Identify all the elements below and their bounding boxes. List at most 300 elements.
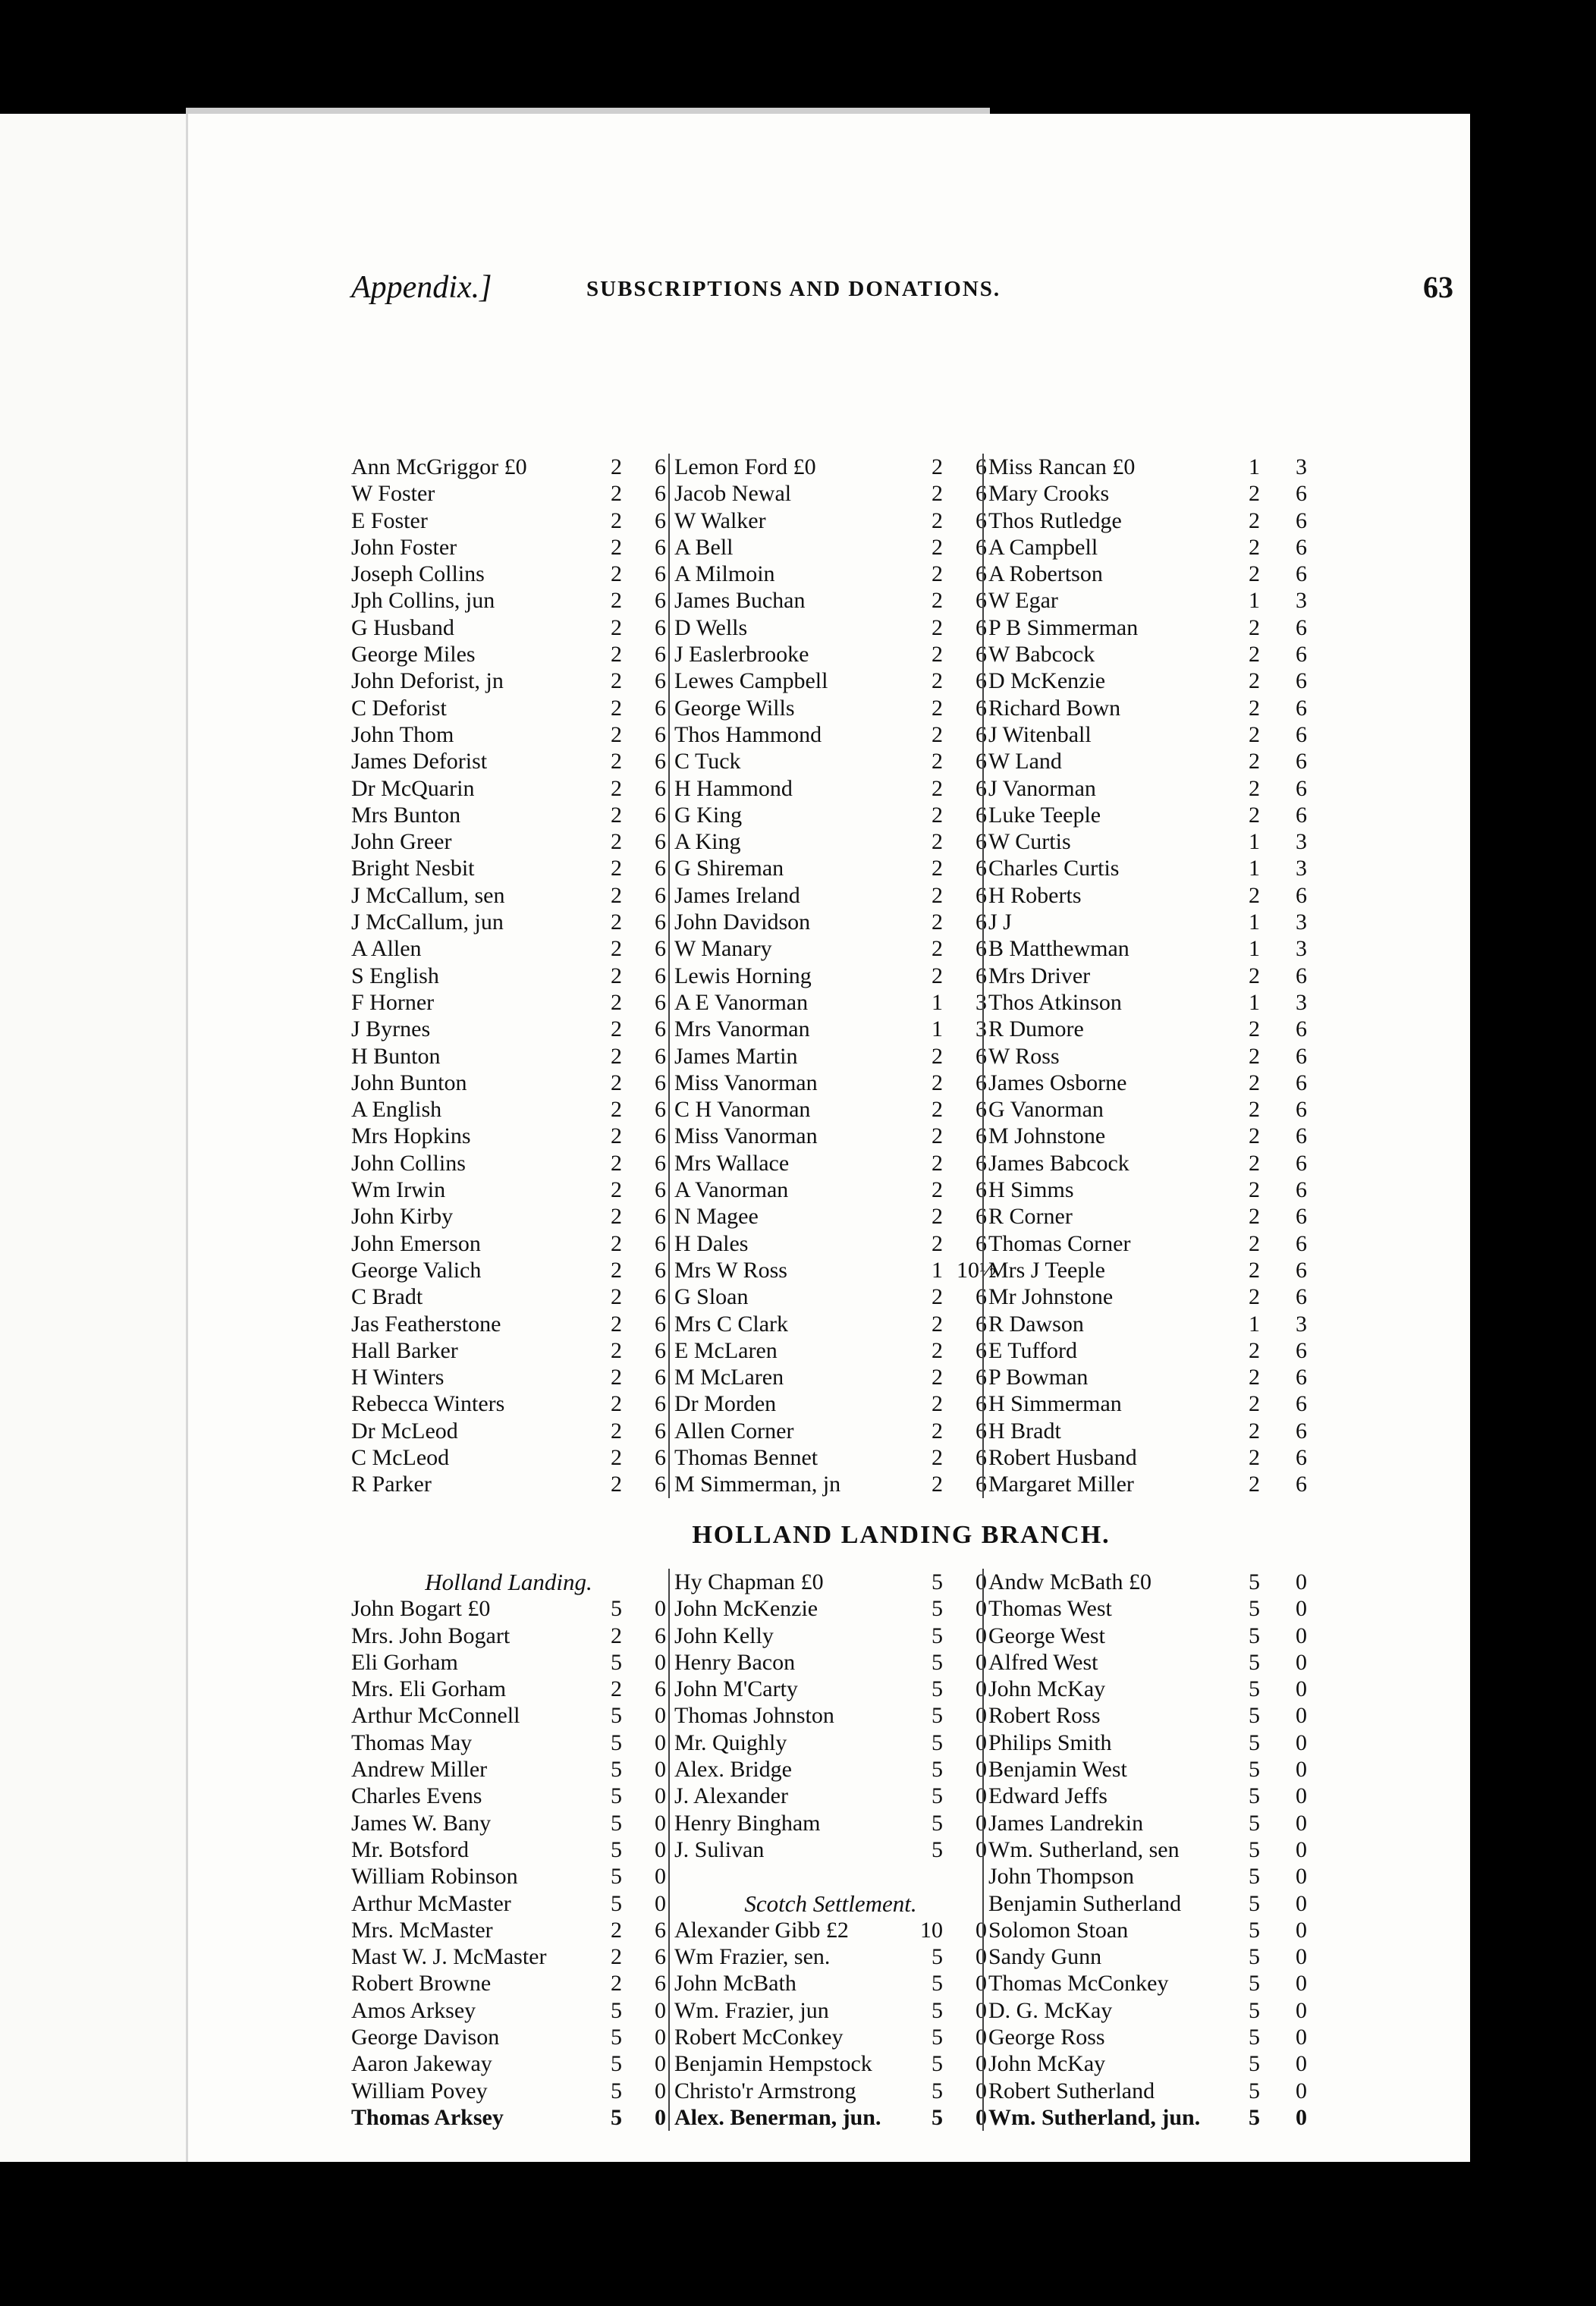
amount-shillings: 2 xyxy=(1249,1230,1260,1256)
amount-shillings: 2 xyxy=(1249,1016,1260,1042)
subscriber-name: James Deforist xyxy=(351,749,488,774)
amount-pence: 0 xyxy=(976,2078,987,2103)
amount-shillings: 2 xyxy=(932,1311,943,1337)
list-item xyxy=(674,1096,987,1123)
amount-shillings: 2 xyxy=(1249,1284,1260,1310)
subscriber-name: J Witenball xyxy=(988,721,1092,747)
amount-shillings: 5 xyxy=(1249,1864,1260,1890)
subscriber-name: E Tufford xyxy=(988,1337,1077,1363)
amount-shillings: 2 xyxy=(1249,1472,1260,1497)
amount-pence: 6 xyxy=(655,695,666,721)
list-item xyxy=(674,1418,987,1444)
amount-shillings: 5 xyxy=(932,1971,943,1997)
subscriber-name: John Deforist, jn xyxy=(351,668,504,694)
amount-pence: 6 xyxy=(976,1337,987,1363)
amount-pence: 6 xyxy=(655,1097,666,1123)
list-item xyxy=(988,1702,1307,1729)
amount-shillings: 2 xyxy=(611,668,622,694)
amount-shillings: 2 xyxy=(611,1311,622,1337)
amount-shillings: 2 xyxy=(932,642,943,668)
subscriber-name: J Byrnes xyxy=(351,1016,431,1042)
amount-pence: 0 xyxy=(655,1783,666,1809)
amount-pence: 6 xyxy=(976,1070,987,1095)
amount-pence: 0 xyxy=(976,1944,987,1970)
subscriber-name: N Magee xyxy=(674,1204,759,1230)
subscriber-name: H Bradt xyxy=(988,1418,1061,1444)
amount-shillings: 2 xyxy=(932,561,943,587)
amount-shillings: 5 xyxy=(611,1997,622,2023)
amount-pence: 6 xyxy=(655,936,666,962)
subscriber-name: Jas Featherstone xyxy=(351,1311,501,1337)
amount-pence: 6 xyxy=(1296,642,1307,668)
amount-pence: 6 xyxy=(1296,802,1307,828)
list-item xyxy=(674,1623,987,1649)
list-item xyxy=(674,2050,987,2077)
amount-shillings: 2 xyxy=(611,1097,622,1123)
list-item xyxy=(674,1177,987,1203)
subscriber-name: J McCallum, sen xyxy=(351,882,505,908)
list-item xyxy=(351,1943,666,1970)
amount-pence: 6 xyxy=(655,1472,666,1497)
amount-shillings: 2 xyxy=(932,1230,943,1256)
amount-shillings: 5 xyxy=(932,1569,943,1594)
amount-pence: 6 xyxy=(655,963,666,988)
subscriber-name: Arthur McMaster xyxy=(351,1890,511,1916)
amount-shillings: 5 xyxy=(932,2051,943,2077)
amount-pence: 0 xyxy=(976,2104,987,2130)
list-item xyxy=(988,1756,1307,1783)
subscriber-name: J. Alexander xyxy=(674,1783,788,1809)
subscriber-name: Robert Sutherland xyxy=(988,2078,1155,2103)
amount-pence: 6 xyxy=(655,721,666,747)
list-item xyxy=(988,695,1307,721)
subscriber-name: Philips Smith xyxy=(988,1730,1112,1755)
amount-shillings: 5 xyxy=(1249,1997,1260,2023)
amount-shillings: 2 xyxy=(1249,507,1260,533)
subscriber-name: James Martin xyxy=(674,1043,798,1069)
amount-pence: 6 xyxy=(1296,1337,1307,1363)
subscriber-name: Alexander Gibb £2 xyxy=(674,1917,849,1943)
amount-shillings: 2 xyxy=(932,1204,943,1230)
subscriber-name: Benjamin Sutherland xyxy=(988,1890,1182,1916)
subscriber-name: W Babcock xyxy=(988,642,1095,668)
subscriber-name: Hall Barker xyxy=(351,1337,458,1363)
amount-shillings: 2 xyxy=(611,1337,622,1363)
list-item xyxy=(674,641,987,668)
subscriber-name: John Kirby xyxy=(351,1204,454,1230)
amount-pence: 10½ xyxy=(957,1257,997,1283)
amount-pence: 6 xyxy=(1296,695,1307,721)
list-item xyxy=(988,963,1307,989)
list-item xyxy=(988,1337,1307,1364)
amount-pence: 6 xyxy=(1296,1177,1307,1203)
amount-pence: 6 xyxy=(976,481,987,507)
amount-pence: 3 xyxy=(976,1016,987,1042)
amount-shillings: 2 xyxy=(611,1391,622,1417)
subscriber-name: P Bowman xyxy=(988,1365,1089,1390)
amount-shillings: 1 xyxy=(1249,856,1260,881)
amount-pence: 6 xyxy=(655,668,666,694)
subscriber-name: H Dales xyxy=(674,1230,749,1256)
list-item xyxy=(674,561,987,587)
subscriber-name: H Hammond xyxy=(674,775,793,801)
list-item xyxy=(674,828,987,855)
list-item xyxy=(674,507,987,534)
list-item xyxy=(351,963,666,989)
list-item xyxy=(674,855,987,881)
column-1 xyxy=(351,454,666,1498)
amount-pence: 6 xyxy=(655,1365,666,1390)
subscriber-name: Hy Chapman £0 xyxy=(674,1569,824,1594)
list-item xyxy=(988,721,1307,748)
amount-shillings: 2 xyxy=(932,721,943,747)
subscriber-name: Thos Hammond xyxy=(674,721,822,747)
subscriber-name: Mrs. John Bogart xyxy=(351,1623,511,1648)
subscriber-name: H Roberts xyxy=(988,882,1082,908)
amount-pence: 6 xyxy=(655,1311,666,1337)
amount-pence: 6 xyxy=(655,1070,666,1095)
list-item xyxy=(674,1043,987,1070)
list-item xyxy=(674,748,987,774)
amount-pence: 6 xyxy=(655,829,666,855)
subscriber-name: B Matthewman xyxy=(988,936,1129,962)
subscriber-name: M Johnstone xyxy=(988,1123,1106,1149)
subscriber-name: W Manary xyxy=(674,936,772,962)
list-item xyxy=(674,1283,987,1310)
spacer xyxy=(674,1863,987,1890)
amount-pence: 0 xyxy=(1296,2104,1307,2130)
amount-pence: 6 xyxy=(976,1391,987,1417)
subscriber-name: S English xyxy=(351,963,439,988)
amount-pence: 3 xyxy=(1296,1311,1307,1337)
subscriber-name: Richard Bown xyxy=(988,695,1121,721)
list-item xyxy=(351,507,666,534)
subscriber-name: Luke Teeple xyxy=(988,802,1101,828)
subscriber-name: Miss Rancan £0 xyxy=(988,454,1136,479)
subscriber-name: Edward Jeffs xyxy=(988,1783,1107,1809)
subscriber-name: Alex. Benerman, jun. xyxy=(674,2104,881,2130)
list-item xyxy=(988,614,1307,641)
amount-pence: 6 xyxy=(1296,1123,1307,1149)
amount-shillings: 2 xyxy=(1249,1177,1260,1203)
amount-shillings: 5 xyxy=(611,1810,622,1836)
subscriber-name: Mr. Quighly xyxy=(674,1730,787,1755)
amount-shillings: 2 xyxy=(611,1204,622,1230)
list-item xyxy=(674,454,987,480)
amount-pence: 6 xyxy=(1296,1150,1307,1176)
amount-pence: 3 xyxy=(1296,936,1307,962)
list-item xyxy=(351,1997,666,2024)
amount-pence: 3 xyxy=(1296,454,1307,479)
subscriber-name: A King xyxy=(674,829,741,855)
amount-shillings: 2 xyxy=(611,910,622,935)
list-item xyxy=(988,1311,1307,1337)
subscriber-name: J. Sulivan xyxy=(674,1836,765,1862)
amount-pence: 0 xyxy=(1296,1596,1307,1622)
subscriber-name: C McLeod xyxy=(351,1444,450,1470)
list-item xyxy=(351,1016,666,1042)
amount-pence: 6 xyxy=(655,802,666,828)
amount-pence: 6 xyxy=(976,1284,987,1310)
amount-shillings: 2 xyxy=(611,989,622,1015)
list-item xyxy=(674,1943,987,1970)
subscriber-name: John Thompson xyxy=(988,1864,1134,1890)
amount-pence: 6 xyxy=(976,1311,987,1337)
list-item xyxy=(988,1043,1307,1070)
amount-pence: 0 xyxy=(976,2025,987,2050)
amount-pence: 6 xyxy=(1296,1391,1307,1417)
amount-pence: 6 xyxy=(1296,1204,1307,1230)
amount-shillings: 5 xyxy=(1249,1783,1260,1809)
amount-pence: 6 xyxy=(655,1944,666,1970)
amount-shillings: 5 xyxy=(1249,1836,1260,1862)
amount-pence: 6 xyxy=(976,1472,987,1497)
amount-shillings: 2 xyxy=(611,642,622,668)
column-1 xyxy=(351,1569,666,2131)
subscriber-name: Rebecca Winters xyxy=(351,1391,505,1417)
amount-pence: 6 xyxy=(655,910,666,935)
list-item xyxy=(988,1783,1307,1809)
subscriber-name: Henry Bacon xyxy=(674,1649,796,1675)
list-item xyxy=(674,2078,987,2104)
list-item xyxy=(674,1756,987,1783)
amount-shillings: 5 xyxy=(1249,1757,1260,1783)
list-item xyxy=(988,1730,1307,1756)
amount-shillings: 2 xyxy=(1249,1204,1260,1230)
amount-shillings: 2 xyxy=(1249,721,1260,747)
list-item xyxy=(351,587,666,614)
list-item xyxy=(674,2104,987,2131)
subscriber-name: A Bell xyxy=(674,534,734,560)
list-item xyxy=(351,1203,666,1230)
list-item xyxy=(351,1418,666,1444)
amount-pence: 6 xyxy=(1296,481,1307,507)
list-item xyxy=(351,1311,666,1337)
list-item xyxy=(674,1471,987,1497)
amount-shillings: 2 xyxy=(1249,1444,1260,1470)
amount-shillings: 5 xyxy=(1249,2025,1260,2050)
amount-shillings: 2 xyxy=(611,1365,622,1390)
list-item xyxy=(674,1730,987,1756)
subheading-scotch-settlement: Scotch Settlement. xyxy=(744,1890,917,1917)
subscriber-name: C Deforist xyxy=(351,695,447,721)
amount-shillings: 2 xyxy=(932,614,943,640)
amount-pence: 6 xyxy=(655,856,666,881)
subscriber-name: Ann McGriggor £0 xyxy=(351,454,527,479)
list-item xyxy=(988,641,1307,668)
amount-shillings: 2 xyxy=(1249,1391,1260,1417)
list-item xyxy=(351,1150,666,1177)
page-title: SUBSCRIPTIONS AND DONATIONS. xyxy=(586,277,1001,301)
amount-shillings: 5 xyxy=(1249,1649,1260,1675)
amount-shillings: 2 xyxy=(932,588,943,614)
amount-pence: 6 xyxy=(655,1418,666,1444)
amount-pence: 0 xyxy=(976,1971,987,1997)
subscriber-name: Bright Nesbit xyxy=(351,856,475,881)
list-item xyxy=(674,1123,987,1149)
amount-pence: 0 xyxy=(976,1757,987,1783)
subscriber-name: C H Vanorman xyxy=(674,1097,811,1123)
amount-pence: 6 xyxy=(655,1623,666,1648)
column-3 xyxy=(982,454,1307,1498)
list-item xyxy=(351,775,666,802)
subscriber-name: George Ross xyxy=(988,2025,1105,2050)
amount-pence: 6 xyxy=(976,695,987,721)
amount-shillings: 10 xyxy=(920,1917,943,1943)
amount-shillings: 5 xyxy=(1249,1569,1260,1594)
amount-shillings: 1 xyxy=(1249,588,1260,614)
amount-shillings: 5 xyxy=(1249,1944,1260,1970)
amount-shillings: 2 xyxy=(932,507,943,533)
list-item xyxy=(988,1970,1307,1997)
list-item xyxy=(351,1230,666,1257)
amount-shillings: 2 xyxy=(611,561,622,587)
amount-pence: 6 xyxy=(655,588,666,614)
subscriber-name: E McLaren xyxy=(674,1337,778,1363)
amount-shillings: 2 xyxy=(1249,561,1260,587)
amount-shillings: 5 xyxy=(932,1944,943,1970)
amount-pence: 0 xyxy=(1296,1676,1307,1702)
amount-shillings: 5 xyxy=(1249,1623,1260,1648)
subscriber-name: D Wells xyxy=(674,614,748,640)
amount-shillings: 2 xyxy=(1249,775,1260,801)
subscriber-name: Thomas West xyxy=(988,1596,1112,1622)
amount-pence: 6 xyxy=(976,936,987,962)
amount-pence: 0 xyxy=(976,1836,987,1862)
section-label: Appendix.] xyxy=(351,270,492,305)
amount-pence: 0 xyxy=(1296,1649,1307,1675)
subscriber-name: G Vanorman xyxy=(988,1097,1104,1123)
list-item xyxy=(674,963,987,989)
amount-pence: 6 xyxy=(655,1444,666,1470)
amount-shillings: 2 xyxy=(611,481,622,507)
amount-pence: 0 xyxy=(1296,1703,1307,1729)
amount-shillings: 5 xyxy=(1249,1596,1260,1622)
subscriber-name: Wm. Sutherland, sen xyxy=(988,1836,1180,1862)
list-item xyxy=(351,1337,666,1364)
subscriber-name: J Vanorman xyxy=(988,775,1096,801)
amount-shillings: 2 xyxy=(611,1257,622,1283)
subscriber-name: John Emerson xyxy=(351,1230,481,1256)
amount-shillings: 2 xyxy=(932,775,943,801)
list-item xyxy=(988,507,1307,534)
subscriber-name: Andrew Miller xyxy=(351,1757,488,1783)
amount-shillings: 2 xyxy=(1249,1418,1260,1444)
list-item xyxy=(988,1836,1307,1863)
amount-pence: 6 xyxy=(976,775,987,801)
amount-shillings: 2 xyxy=(611,695,622,721)
list-item xyxy=(988,1890,1307,1917)
list-item xyxy=(988,1917,1307,1943)
subscriber-name: James Babcock xyxy=(988,1150,1129,1176)
subscriber-name: G King xyxy=(674,802,743,828)
list-item xyxy=(988,1863,1307,1890)
list-item xyxy=(988,1123,1307,1149)
amount-shillings: 2 xyxy=(932,802,943,828)
column-2 xyxy=(668,454,997,1498)
amount-pence: 0 xyxy=(655,1810,666,1836)
amount-pence: 6 xyxy=(1296,721,1307,747)
subscriber-name: James Ireland xyxy=(674,882,800,908)
amount-shillings: 1 xyxy=(932,1016,943,1042)
subscriber-name: D. G. McKay xyxy=(988,1997,1113,2023)
list-item xyxy=(351,668,666,694)
document-page xyxy=(186,114,1470,2162)
amount-pence: 6 xyxy=(655,614,666,640)
amount-shillings: 5 xyxy=(932,1757,943,1783)
list-item xyxy=(351,828,666,855)
subscriber-name: Joseph Collins xyxy=(351,561,485,587)
amount-pence: 6 xyxy=(976,829,987,855)
list-item xyxy=(351,561,666,587)
subscriber-name: George Wills xyxy=(674,695,795,721)
amount-pence: 6 xyxy=(976,910,987,935)
amount-shillings: 2 xyxy=(932,1284,943,1310)
amount-pence: 0 xyxy=(655,2078,666,2103)
subscriber-name: Lewes Campbell xyxy=(674,668,828,694)
amount-pence: 6 xyxy=(976,802,987,828)
list-item xyxy=(674,1444,987,1471)
amount-shillings: 5 xyxy=(611,2104,622,2130)
list-item xyxy=(988,1257,1307,1283)
amount-shillings: 2 xyxy=(932,1472,943,1497)
amount-shillings: 5 xyxy=(1249,2078,1260,2103)
list-item xyxy=(674,1311,987,1337)
amount-shillings: 2 xyxy=(611,1150,622,1176)
amount-shillings: 2 xyxy=(611,534,622,560)
subscriber-name: Alex. Bridge xyxy=(674,1757,792,1783)
subscriber-name: Mrs. Eli Gorham xyxy=(351,1676,507,1702)
amount-pence: 0 xyxy=(1296,2025,1307,2050)
amount-shillings: 2 xyxy=(1249,1257,1260,1283)
amount-pence: 6 xyxy=(976,1123,987,1149)
list-item xyxy=(988,1418,1307,1444)
amount-shillings: 2 xyxy=(932,1337,943,1363)
amount-pence: 6 xyxy=(1296,1444,1307,1470)
amount-pence: 0 xyxy=(976,1730,987,1755)
amount-shillings: 5 xyxy=(932,1676,943,1702)
subscriber-name: Mrs W Ross xyxy=(674,1257,787,1283)
amount-shillings: 1 xyxy=(1249,910,1260,935)
list-item xyxy=(674,1257,997,1283)
list-item xyxy=(351,1257,666,1283)
amount-shillings: 2 xyxy=(932,1418,943,1444)
amount-shillings: 2 xyxy=(611,856,622,881)
subscriber-name: John McKay xyxy=(988,2051,1106,2077)
amount-shillings: 5 xyxy=(611,1836,622,1862)
amount-shillings: 5 xyxy=(932,1623,943,1648)
amount-pence: 6 xyxy=(655,989,666,1015)
list-item xyxy=(988,989,1307,1016)
amount-shillings: 5 xyxy=(932,2104,943,2130)
subscriber-name: Solomon Stoan xyxy=(988,1917,1129,1943)
amount-pence: 6 xyxy=(976,1150,987,1176)
subscriber-name: Dr McQuarin xyxy=(351,775,475,801)
amount-pence: 6 xyxy=(655,1284,666,1310)
amount-pence: 6 xyxy=(976,856,987,881)
list-item xyxy=(351,1970,666,1997)
subheading-holland-landing: Holland Landing. xyxy=(425,1569,592,1595)
list-item xyxy=(988,1595,1307,1622)
amount-shillings: 2 xyxy=(932,1150,943,1176)
amount-pence: 0 xyxy=(1296,1623,1307,1648)
list-item xyxy=(674,695,987,721)
subscriber-name: Mrs J Teeple xyxy=(988,1257,1105,1283)
amount-shillings: 2 xyxy=(932,936,943,962)
amount-shillings: 5 xyxy=(611,1730,622,1755)
amount-shillings: 5 xyxy=(611,2078,622,2103)
amount-shillings: 5 xyxy=(932,1783,943,1809)
